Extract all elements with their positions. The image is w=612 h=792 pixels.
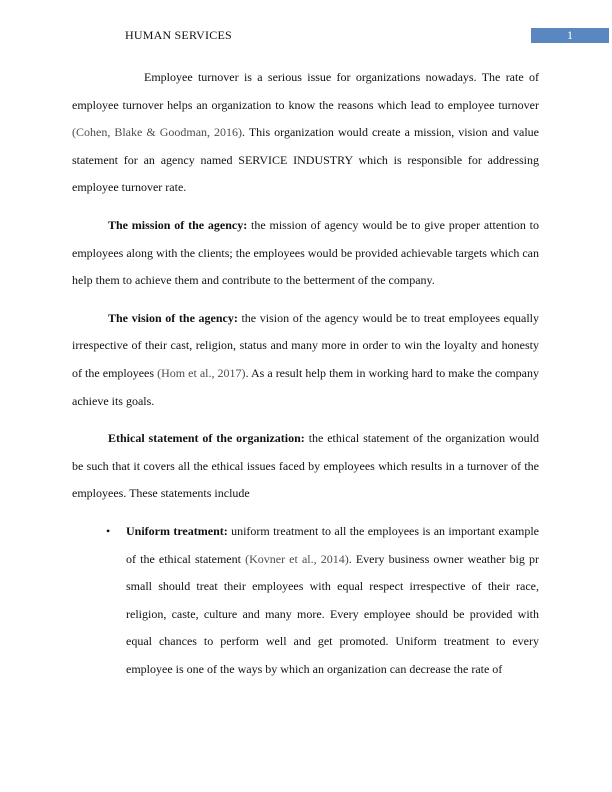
ethics-paragraph bbox=[72, 425, 539, 508]
ethics-heading: Ethical statement of the organization: bbox=[108, 431, 305, 446]
vision-heading: The vision of the agency: bbox=[108, 310, 238, 325]
running-head: HUMAN SERVICES bbox=[125, 28, 232, 42]
page-number: 1 bbox=[531, 28, 609, 43]
citation-cohen: (Cohen, Blake & Goodman, 2016) bbox=[72, 125, 243, 140]
bullet-heading: Uniform treatment: bbox=[126, 523, 228, 538]
citation-kovner: (Kovner et al., 2014) bbox=[245, 551, 349, 566]
list-item bbox=[72, 518, 539, 684]
mission-heading: The mission of the agency: bbox=[108, 217, 248, 232]
bullet-icon: • bbox=[106, 523, 111, 538]
vision-text-1: the vision of the agency would be to treat employees equally irrespective of their cast, religion, status and many more in order to win the loyalty and honesty of the employees bbox=[72, 310, 539, 380]
vision-paragraph bbox=[72, 305, 539, 415]
mission-paragraph bbox=[72, 212, 539, 295]
vision-text-2: . As a result help them in working hard to make the company achieve its goals. bbox=[72, 365, 540, 408]
ethics-bullet-list bbox=[72, 518, 539, 684]
mission-text: the mission of agency would be to give proper attention to employees along with the clients; the employees would be provided achievable targets which can help them to achieve them and contribute to the betterment of the company. bbox=[72, 217, 540, 288]
ethics-text: the ethical statement of the organization would be such that it covers all the ethical issues faced by employees which results in a turnover of the employees. These statements include bbox=[72, 431, 539, 501]
bullet-text-2: . Every business owner weather big pr small should treat their employees with equal respect irrespective of their race, religion, caste, culture and many more. Every employee should be provided with equal chances to perform well and get promoted. Uniform treatment to every employee is one of the ways by which an organization can decrease the rate of bbox=[126, 551, 539, 676]
document-body bbox=[72, 64, 539, 683]
intro-paragraph bbox=[72, 64, 539, 202]
intro-text-1: Employee turnover is a serious issue for organizations nowadays. The rate of employee turnover helps an organization to know the reasons which lead to employee turnover bbox=[72, 70, 539, 112]
intro-text-2: . This organization would create a mission, vision and value statement for an agency named SERVICE INDUSTRY which is responsible for addressing employee turnover rate. bbox=[72, 125, 539, 195]
citation-hom: (Hom et al., 2017) bbox=[157, 365, 246, 380]
bullet-text-1: uniform treatment to all the employees is an important example of the ethical statement bbox=[126, 523, 539, 566]
